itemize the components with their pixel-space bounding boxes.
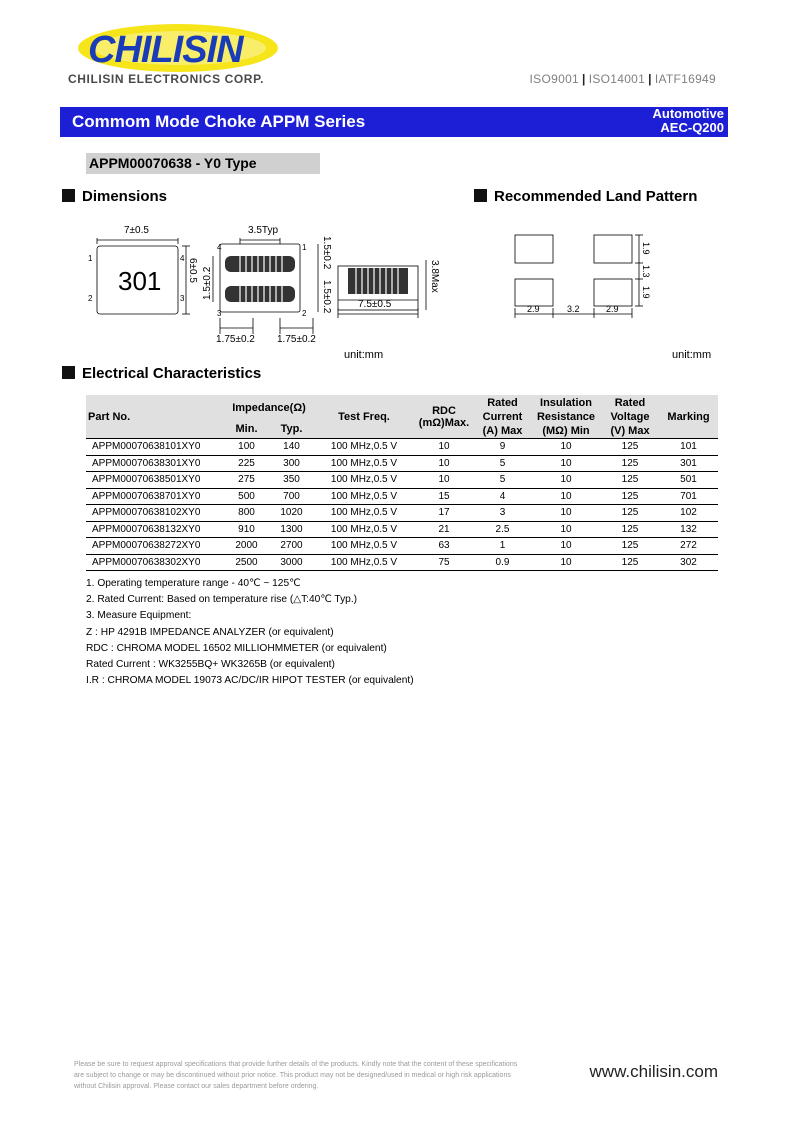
col-rv-line3: (V) Max	[610, 424, 650, 437]
square-bullet-icon	[62, 189, 75, 202]
table-cell: 75	[414, 554, 474, 571]
table-cell: APPM00070638301XY0	[86, 455, 224, 472]
disclaimer-line: Please be sure to request approval specifications that provide further details of the products. Kindly note that the content of these specifications	[74, 1061, 518, 1068]
dim-maxh-label: 3.8Max	[429, 260, 440, 293]
table-cell: 125	[601, 472, 659, 489]
table-cell: 10	[414, 439, 474, 456]
table-cell: 100 MHz,0.5 V	[314, 538, 414, 555]
table-cell: 102	[659, 505, 718, 522]
cert-iso9001: ISO9001	[529, 72, 580, 86]
dim-pad-w1-label: 1.75±0.2	[216, 334, 255, 345]
land-pad-top-right	[594, 235, 632, 263]
table-cell: 125	[601, 505, 659, 522]
table-cell: 125	[601, 455, 659, 472]
land-pad-bottom-right	[594, 279, 632, 306]
table-cell: 100 MHz,0.5 V	[314, 439, 414, 456]
table-cell: 2500	[224, 554, 269, 571]
electrical-heading-text: Electrical Characteristics	[82, 365, 262, 382]
col-rv-line1: Rated	[614, 396, 646, 409]
pin-label-4: 4	[180, 254, 185, 263]
table-cell: 100 MHz,0.5 V	[314, 521, 414, 538]
dim-height-label: 6±0.5	[187, 258, 198, 283]
pin-label-3: 3	[180, 294, 185, 303]
dim-width-label: 7±0.5	[124, 225, 149, 236]
logo-text: CHILISIN	[88, 29, 243, 71]
table-cell: 15	[414, 488, 474, 505]
table-row	[86, 455, 718, 472]
col-part-no: Part No.	[88, 410, 131, 423]
table-cell: 9	[474, 439, 531, 456]
land-pattern-unit: unit:mm	[672, 349, 712, 361]
table-cell: 3	[474, 505, 531, 522]
table-cell: 1	[474, 538, 531, 555]
dim-pad-w2-label: 1.75±0.2	[277, 334, 316, 345]
col-ir-line2: Resistance	[536, 410, 596, 423]
table-cell: APPM00070638101XY0	[86, 439, 224, 456]
table-cell: 10	[531, 439, 601, 456]
col-imp-min: Min.	[235, 423, 258, 435]
note-line: I.R : CHROMA MODEL 19073 AC/DC/IR HIPOT TESTER (or equivalent)	[86, 675, 414, 687]
note-line: Z : HP 4291B IMPEDANCE ANALYZER (or equivalent)	[86, 626, 334, 638]
note-line: 1. Operating temperature range - 40℃ ~ 125℃	[86, 578, 301, 589]
table-cell: 272	[659, 538, 718, 555]
table-cell: 10	[531, 472, 601, 489]
table-row	[86, 439, 718, 456]
table-cell: 500	[224, 488, 269, 505]
pin-label-3b: 3	[217, 309, 222, 318]
col-rdc-line2: (mΩ)Max.	[418, 416, 470, 429]
col-marking: Marking	[667, 410, 710, 423]
dim-pitch-label: 3.5Typ	[248, 225, 279, 236]
col-rc-line2: Current	[482, 410, 523, 423]
badge-line-aec: AEC-Q200	[660, 120, 724, 135]
square-bullet-icon	[474, 189, 487, 202]
table-cell: 10	[531, 505, 601, 522]
series-title: Commom Mode Choke APPM Series	[72, 112, 366, 131]
table-cell: APPM00070638302XY0	[86, 554, 224, 571]
dimensions-heading	[62, 188, 167, 205]
pin-label-2: 2	[88, 294, 93, 303]
badge-line-automotive: Automotive	[652, 106, 724, 121]
pin-label-1: 1	[88, 254, 93, 263]
component-marking: 301	[118, 266, 162, 296]
table-cell: 5	[474, 472, 531, 489]
col-rc-line3: (A) Max	[482, 424, 523, 437]
certifications: ISO9001 | ISO14001 | IATF16949	[529, 72, 716, 86]
table-cell: 4	[474, 488, 531, 505]
table-cell: 10	[414, 472, 474, 489]
table-cell: 501	[659, 472, 718, 489]
note-line: Rated Current : WK3255BQ+ WK3265B (or equivalent)	[86, 659, 335, 671]
table-cell: 301	[659, 455, 718, 472]
square-bullet-icon	[62, 366, 75, 379]
table-cell: 100 MHz,0.5 V	[314, 472, 414, 489]
dim-pad-v-label: 1.5±0.2	[202, 266, 213, 300]
table-cell: 125	[601, 488, 659, 505]
table-cell: 910	[224, 521, 269, 538]
table-cell: 2.5	[474, 521, 531, 538]
notes-block	[86, 576, 414, 689]
table-cell: 300	[269, 455, 314, 472]
land-dim-h2: 3.2	[567, 304, 580, 314]
pin-label-2b: 2	[302, 309, 307, 318]
table-cell: 100	[224, 439, 269, 456]
table-cell: APPM00070638701XY0	[86, 488, 224, 505]
dim-pad-r1-label: 1.5±0.2	[321, 236, 332, 270]
land-pad-top-left	[515, 235, 553, 263]
table-cell: 10	[531, 538, 601, 555]
table-cell: 125	[601, 554, 659, 571]
table-cell: 2000	[224, 538, 269, 555]
table-row	[86, 554, 718, 571]
note-line: 3. Measure Equipment:	[86, 610, 192, 622]
table-cell: 10	[531, 455, 601, 472]
table-cell: 100 MHz,0.5 V	[314, 505, 414, 522]
land-dim-h1: 2.9	[527, 304, 540, 314]
land-dim-v2: 1.3	[641, 265, 651, 278]
land-dim-h3: 2.9	[606, 304, 619, 314]
table-cell: 5	[474, 455, 531, 472]
col-rdc	[414, 395, 474, 439]
table-cell: 100 MHz,0.5 V	[314, 488, 414, 505]
company-name: CHILISIN ELECTRONICS CORP.	[68, 72, 265, 86]
table-cell: 125	[601, 439, 659, 456]
dim-side-len-label: 7.5±0.5	[358, 299, 392, 310]
table-row	[86, 472, 718, 489]
table-cell: 2700	[269, 538, 314, 555]
table-cell: 17	[414, 505, 474, 522]
table-cell: 1020	[269, 505, 314, 522]
table-cell: 21	[414, 521, 474, 538]
automotive-badge	[630, 107, 728, 137]
col-rdc-line1: RDC	[432, 404, 456, 417]
dim-pad-r2-label: 1.5±0.2	[321, 280, 332, 314]
table-cell: APPM00070638102XY0	[86, 505, 224, 522]
table-cell: 1300	[269, 521, 314, 538]
col-rv-line2: Voltage	[610, 410, 650, 423]
table-row	[86, 488, 718, 505]
col-rc-line1: Rated	[487, 396, 518, 409]
table-cell: 125	[601, 521, 659, 538]
table-cell: APPM00070638132XY0	[86, 521, 224, 538]
table-cell: 700	[269, 488, 314, 505]
table-cell: APPM00070638501XY0	[86, 472, 224, 489]
pin-label-4b: 4	[217, 243, 222, 252]
col-imp-typ: Typ.	[280, 423, 303, 435]
table-row	[86, 521, 718, 538]
land-pattern-heading-text: Recommended Land Pattern	[494, 188, 698, 205]
note-line: 2. Rated Current: Based on temperature rise (△T:40℃ Typ.)	[86, 594, 358, 606]
table-row	[86, 538, 718, 555]
table-cell: APPM00070638272XY0	[86, 538, 224, 555]
dimensions-heading-text: Dimensions	[82, 188, 168, 205]
note-line: RDC : CHROMA MODEL 16502 MILLIOHMMETER (or equivalent)	[86, 642, 387, 654]
table-cell: 10	[531, 521, 601, 538]
website-link[interactable]: www.chilisin.com	[589, 1062, 718, 1081]
table-cell: 302	[659, 554, 718, 571]
pin-label-1b: 1	[302, 243, 307, 252]
table-cell: 100 MHz,0.5 V	[314, 554, 414, 571]
table-cell: 350	[269, 472, 314, 489]
table-cell: 125	[601, 538, 659, 555]
land-dim-v1: 1.9	[641, 242, 651, 255]
col-rated-current	[474, 395, 531, 439]
land-pattern-drawing	[505, 228, 665, 324]
table-cell: 800	[224, 505, 269, 522]
land-pattern-heading	[474, 188, 697, 205]
electrical-table	[86, 395, 718, 571]
dimension-drawing	[80, 216, 440, 348]
disclaimer-line: without Chilisin approval. Please contact our sales department before ordering.	[74, 1083, 319, 1090]
footer-disclaimer	[74, 1059, 574, 1092]
cert-iso14001: ISO14001	[588, 72, 646, 86]
cert-iatf16949: IATF16949	[654, 72, 716, 86]
dimensions-unit: unit:mm	[344, 349, 384, 361]
electrical-heading	[62, 365, 261, 382]
col-test-freq: Test Freq.	[338, 410, 390, 423]
table-cell: 63	[414, 538, 474, 555]
table-cell: 0.9	[474, 554, 531, 571]
table-cell: 132	[659, 521, 718, 538]
land-dim-v3: 1.9	[641, 286, 651, 299]
table-row	[86, 505, 718, 522]
table-cell: 3000	[269, 554, 314, 571]
table-cell: 101	[659, 439, 718, 456]
col-insulation	[531, 395, 601, 439]
col-ir-line3: (MΩ) Min	[542, 424, 590, 437]
table-cell: 10	[531, 488, 601, 505]
col-rated-voltage	[601, 395, 659, 439]
land-pad-bottom-left	[515, 279, 553, 306]
table-cell: 701	[659, 488, 718, 505]
disclaimer-line: are subject to change or may be discontinued without prior notice. This product may not be designed/used in medical or high risk applications	[74, 1072, 511, 1079]
table-cell: 225	[224, 455, 269, 472]
table-cell: 10	[531, 554, 601, 571]
part-type-title: APPM00070638 - Y0 Type	[89, 155, 257, 171]
col-ir-line1: Insulation	[540, 396, 592, 409]
table-cell: 275	[224, 472, 269, 489]
table-cell: 140	[269, 439, 314, 456]
table-cell: 100 MHz,0.5 V	[314, 455, 414, 472]
col-impedance: Impedance(Ω)	[232, 401, 306, 414]
table-cell: 10	[414, 455, 474, 472]
